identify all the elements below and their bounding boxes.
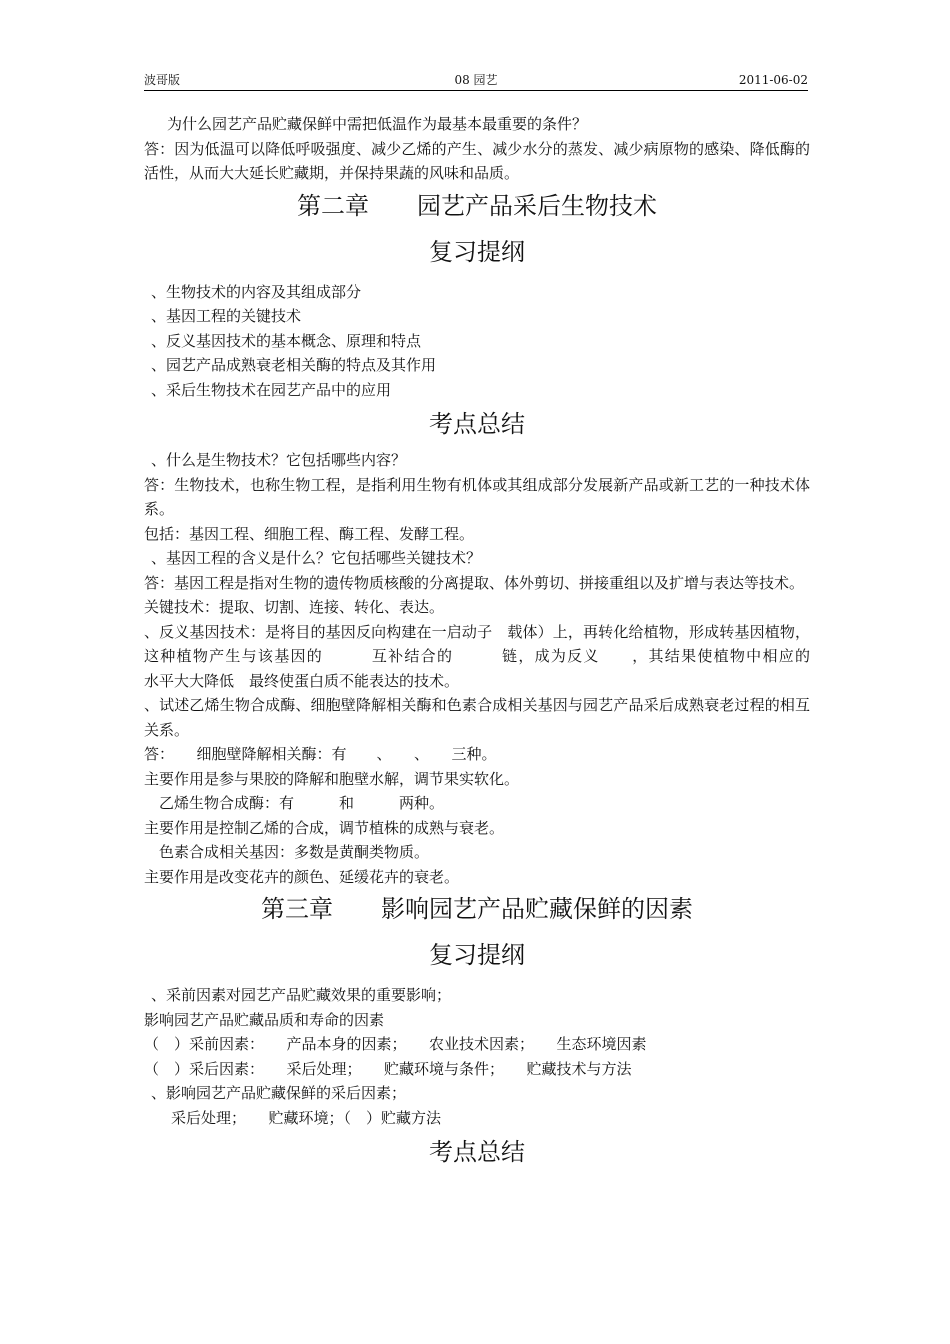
- question-1: 、什么是生物技术？它包括哪些内容？: [151, 451, 407, 469]
- ch3-line-2: 影响园艺产品贮藏品质和寿命的因素: [144, 1010, 385, 1029]
- ch3-line-5: 、影响园艺产品贮藏保鲜的采后因素；: [151, 1084, 407, 1102]
- outline-item: 、采后生物技术在园艺产品中的应用: [151, 380, 392, 399]
- answer-4-line-4: 主要作用是控制乙烯的合成，调节植株的成熟与衰老。: [144, 818, 505, 837]
- ch3-line-6: 采后处理； 贮藏环境；（ ）贮藏方法: [171, 1108, 442, 1127]
- header-center: 08 园艺: [454, 73, 498, 87]
- answer-4-line-3: 乙烯生物合成酶：有 和 两种。: [159, 794, 445, 812]
- header-date: 2011-06-02: [738, 73, 808, 87]
- document-body: [144, 112, 856, 1176]
- ch3-line-1: 、采前因素对园艺产品贮藏效果的重要影响；: [151, 986, 452, 1004]
- intro-question: 为什么园艺产品贮藏保鲜中需把低温作为最基本最重要的条件？: [167, 115, 588, 133]
- antisense-definition: 、反义基因技术：是将目的基因反向构建在一启动子 载体）上，再转化给植物，形成转基因植物，这种植物产生与该基因的 互补结合的 链，成为反义 ，其结果使植物中相应的 水平大大降低 最终使蛋白质不能表达的技术。: [144, 622, 856, 690]
- header-left: 波哥版: [144, 73, 181, 87]
- outline-item: 、基因工程的关键技术: [151, 307, 302, 325]
- chapter-2-outline-title: 复习提纲: [429, 237, 525, 266]
- chapter-3-summary-title: 考点总结: [429, 1138, 525, 1166]
- question-4: 、试述乙烯生物合成酶、细胞壁降解相关酶和色素合成相关基因与园艺产品采后成熟衰老过程的相互关系。: [144, 696, 810, 739]
- intro-answer: 答：因为低温可以降低呼吸强度、减少乙烯的产生、减少水分的蒸发、减少病原物的感染、降低酶的活性，从而大大延长贮藏期，并保持果蔬的风味和品质。: [144, 139, 810, 182]
- question-2: 、基因工程的含义是什么？它包括哪些关键技术？: [151, 549, 482, 567]
- chapter-2-title: 第二章 园艺产品采后生物技术: [297, 191, 657, 220]
- answer-1-includes: 包括：基因工程、细胞工程、酶工程、发酵工程。: [144, 524, 475, 543]
- answer-2: 答：基因工程是指对生物的遗传物质核酸的分离提取、体外剪切、拼接重组以及扩增与表达等技术。: [144, 573, 805, 592]
- outline-item: 、生物技术的内容及其组成部分: [151, 282, 362, 301]
- answer-2-key-tech: 关键技术：提取、切割、连接、转化、表达。: [144, 598, 445, 616]
- page-header: [144, 72, 808, 91]
- chapter-3-outline-title: 复习提纲: [429, 941, 525, 969]
- answer-1: 答：生物技术，也称生物工程，是指利用生物有机体或其组成部分发展新产品或新工艺的一种技术体系。: [144, 475, 810, 518]
- ch3-line-4: （ ）采后因素： 采后处理； 贮藏环境与条件； 贮藏技术与方法: [144, 1059, 632, 1078]
- answer-4-line-1: 答： 细胞壁降解相关酶：有 、 、 三种。: [144, 745, 497, 763]
- answer-4-line-5: 色素合成相关基因：多数是黄酮类物质。: [159, 843, 430, 861]
- chapter-2-summary-title: 考点总结: [429, 410, 525, 438]
- answer-4-line-6: 主要作用是改变花卉的颜色、延缓花卉的衰老。: [144, 867, 460, 886]
- answer-4-line-2: 主要作用是参与果胶的降解和胞壁水解，调节果实软化。: [144, 769, 520, 788]
- ch3-line-3: （ ）采前因素： 产品本身的因素； 农业技术因素； 生态环境因素: [144, 1035, 647, 1053]
- chapter-3-title: 第三章 影响园艺产品贮藏保鲜的因素: [261, 895, 693, 923]
- outline-item: 、反义基因技术的基本概念、原理和特点: [151, 331, 422, 350]
- outline-item: 、园艺产品成熟衰老相关酶的特点及其作用: [151, 356, 437, 374]
